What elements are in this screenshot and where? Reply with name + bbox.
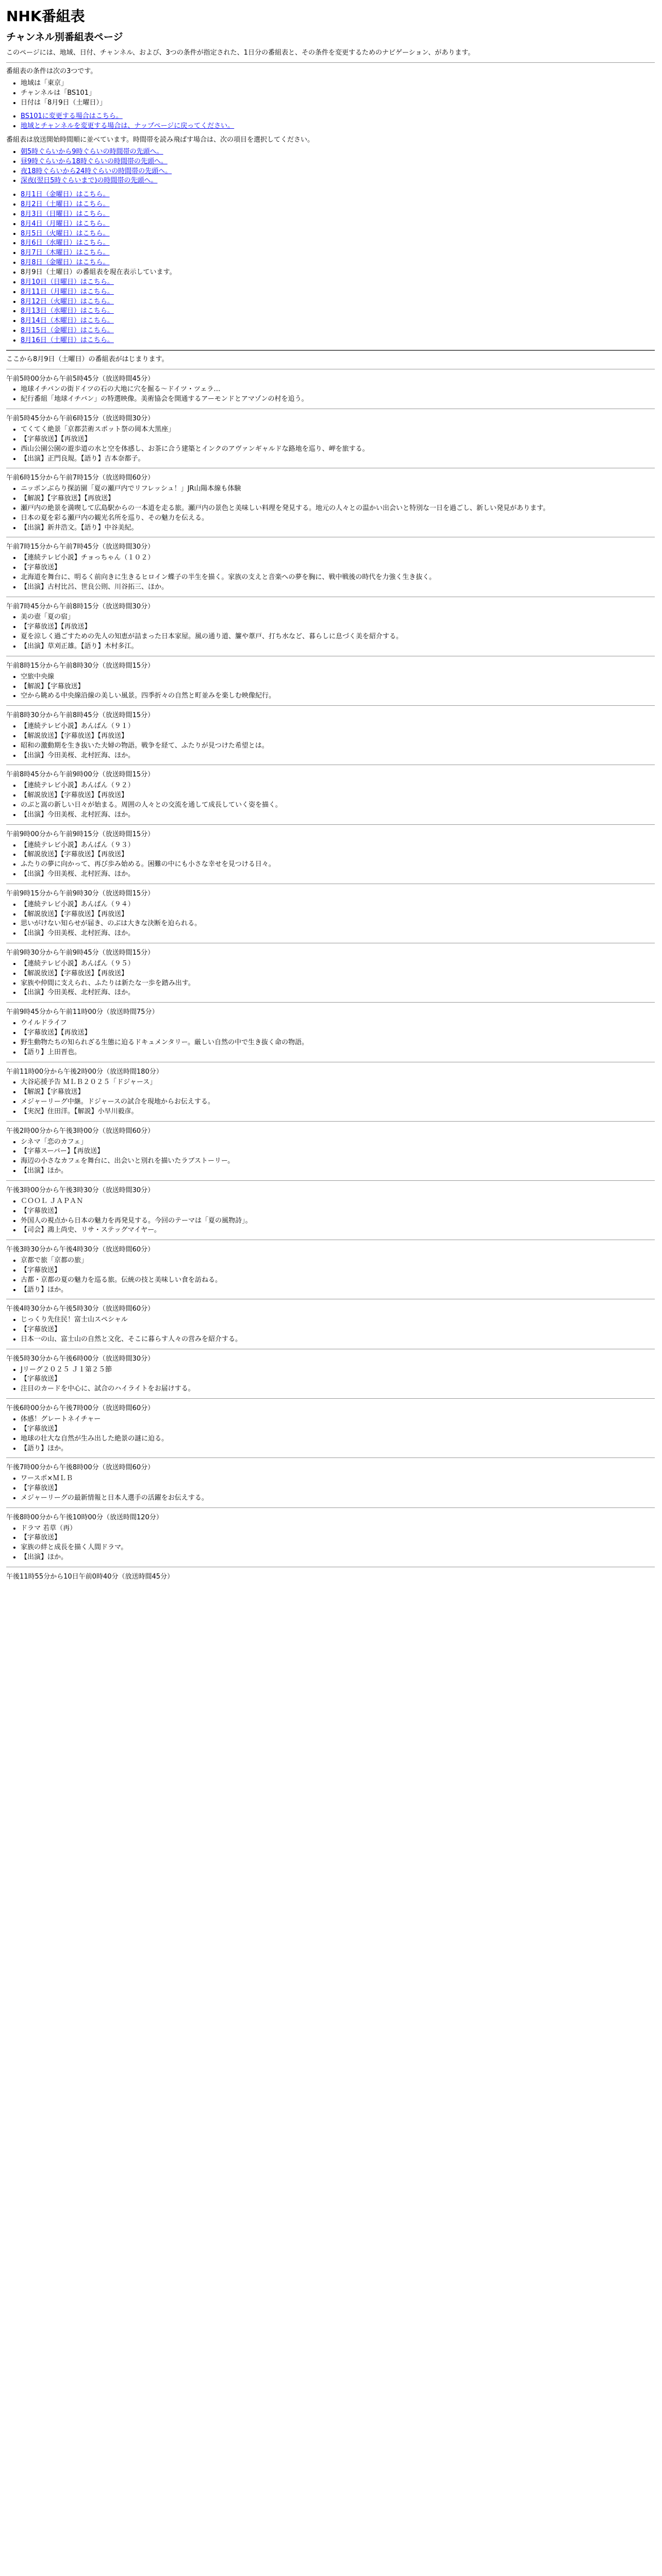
program-detail-line: • てくてく絶景「京都芸術スポット祭の岡本大黒座」 [21, 425, 655, 435]
program-detail-line: • メジャーリーグ中継。ドジャースの試合を現地からお伝えする。 [21, 1097, 655, 1107]
program-details [6, 900, 655, 939]
program-detail-line: • 【字幕放送】【再放送】 [21, 622, 655, 632]
intro-text: このページには、地域、日付、チャンネル、および、3つの条件が指定された、1日分の番組表と、その条件を変更するためのナビゲーション、があります。 [6, 49, 475, 57]
time-note: 番組表は放送開始時間順に並べています。時間帯を読み飛ばす場合は、次の項目を選択してください。 [6, 136, 314, 144]
program-item [6, 1186, 655, 1240]
program-detail-line: • 【出演】ほか。 [21, 1166, 655, 1176]
program-detail-line: • 【語り】上田晋也。 [21, 1048, 655, 1058]
program-detail-line: • 【連続テレビ小説】あんぱん（９４） [21, 900, 655, 910]
program-detail-line: • メジャーリーグの最新情報と日本人選手の活躍をお伝えする。 [21, 1494, 655, 1503]
program-detail-line: • 北海道を舞台に、明るく前向きに生きるヒロイン蝶子の半生を描く。家族の支えと音楽への夢を胸に、戦中戦後の時代を力強く生き抜く。 [21, 573, 655, 583]
program-item [6, 602, 655, 656]
program-details [6, 1524, 655, 1563]
program-detail-line: • 【出演】今田美桜、北村匠海、ほか。 [21, 988, 655, 998]
program-detail-line: • 【解説放送】【字幕放送】【再放送】 [21, 850, 655, 860]
program-item [6, 711, 655, 765]
program-item [6, 1463, 655, 1507]
time-link-morning[interactable]: 朝5時ぐらいから9時ぐらいの時間帯の先頭へ。 [21, 147, 163, 156]
program-time: 午後8時00分から午後10時00分（放送時間120分） [6, 1513, 163, 1521]
program-detail-line: • 大谷応援予告 ＭＬＢ２０２５「ドジャース」 [21, 1078, 655, 1088]
program-time: 午前6時15分から午前7時15分（放送時間60分） [6, 474, 155, 482]
program-detail-line: • 昭和の激動期を生き抜いた夫婦の物語。戦争を経て、ふたりが見つけた希望とは。 [21, 741, 655, 751]
program-detail-line: • 外国人の視点から日本の魅力を再発見する。今回のテーマは「夏の風物詩」。 [21, 1216, 655, 1226]
divider [6, 1002, 655, 1003]
program-detail-line: • 【解説放送】【字幕放送】【再放送】 [21, 969, 655, 979]
program-detail-line: • ワースポ×ＭＬＢ [21, 1474, 655, 1484]
program-time: 午後11時55分から10日午前0時40分（放送時間45分） [6, 1572, 174, 1581]
program-detail-line: • 海辺の小さなカフェを舞台に、出会いと別れを描いたラブストーリー。 [21, 1157, 655, 1166]
date-link[interactable]: 8月14日（木曜日）はこちら。 [21, 317, 114, 325]
program-item [6, 1127, 655, 1181]
program-detail-line: • ドラマ 若草（再） [21, 1524, 655, 1534]
program-detail-line: • 紀行番組「地球イチバン」の特選映像。美術協会を開通するアーモンドとアマゾンの村を追う。 [21, 395, 655, 404]
program-item [6, 414, 655, 468]
time-links [6, 147, 655, 186]
program-detail-line: • ニッポンぶらり探訪園「夏の瀬戸内でリフレッシュ！」JR山陽本線も体験 [21, 484, 655, 494]
program-detail-line: • 【字幕放送】 [21, 1533, 655, 1543]
program-time: 午後7時00分から午後8時00分（放送時間60分） [6, 1464, 155, 1472]
date-links [6, 190, 655, 346]
program-detail-line: • 地球イチバンの街ドイツの石の大地に穴を掘る～ドイツ・ツェラ… [21, 385, 655, 395]
program-detail-line: • 【出演】今田美桜、北村匠海、ほか。 [21, 810, 655, 820]
program-detail-line: • 野生動物たちの知られざる生態に迫るドキュメンタリー。厳しい自然の中で生き抜く命の物語。 [21, 1038, 655, 1048]
program-detail-line: • 日本一の山、富士山の自然と文化、そこに暮らす人々の営みを紹介する。 [21, 1335, 655, 1345]
divider [6, 1180, 655, 1181]
program-details [6, 385, 655, 404]
program-details [6, 1019, 655, 1057]
program-time: 午前9時30分から午前9時45分（放送時間15分） [6, 949, 155, 957]
program-details [6, 484, 655, 533]
program-list [6, 375, 655, 1567]
program-item [6, 1513, 655, 1567]
program-detail-line: • 【字幕放送】【再放送】 [21, 1028, 655, 1038]
program-detail-line: • 【出演】正門良規。【語り】吉本奈都子。 [21, 454, 655, 464]
program-item [6, 889, 655, 943]
program-time: 午前9時45分から午前11時00分（放送時間75分） [6, 1008, 159, 1016]
program-item [6, 770, 655, 824]
program-detail-line: • 京都で旅「京都の旅」 [21, 1256, 655, 1266]
divider [6, 62, 655, 63]
program-detail-line: • 【解説】【字幕放送】【再放送】 [21, 494, 655, 504]
program-time: 午前7時45分から午前8時15分（放送時間30分） [6, 602, 155, 611]
program-detail-line: • 家族の絆と成長を描く人間ドラマ。 [21, 1543, 655, 1553]
date-link[interactable]: 8月5日（火曜日）はこちら。 [21, 229, 110, 238]
program-detail-line: • 地球の壮大な自然が生み出した絶景の謎に迫る。 [21, 1434, 655, 1444]
program-detail-line: • 【字幕放送】 [21, 1484, 655, 1494]
page-title: NHK番組表 [6, 8, 85, 25]
program-detail-line: • 日本の夏を彩る瀬戸内の観光名所を巡り、その魅力を伝える。 [21, 514, 655, 523]
program-item [6, 543, 655, 597]
condition-item: • 地域は「東京」 [21, 79, 655, 89]
program-detail-line: • 西山公園公園の遊歩道の水と空を体感し、お茶に合う建築とインクのアヴァンギャルドな路地を巡り、岬を旅する。 [21, 445, 655, 454]
date-link[interactable]: 8月3日（日曜日）はこちら。 [21, 210, 110, 218]
program-detail-line: • 【語り】ほか。 [21, 1444, 655, 1454]
program-details [6, 613, 655, 651]
program-detail-line: • 【字幕放送】 [21, 1325, 655, 1335]
program-item [6, 1067, 655, 1122]
program-detail-line: • 【連続テレビ小説】あんぱん（９１） [21, 722, 655, 732]
date-link[interactable]: 8月16日（土曜日）はこちら。 [21, 336, 114, 344]
program-detail-line: • 【字幕スーパー】【再放送】 [21, 1147, 655, 1157]
program-detail-line: • 【語り】ほか。 [21, 1285, 655, 1295]
date-link[interactable]: 8月6日（水曜日）はこちら。 [21, 239, 110, 247]
program-detail-line: • 【解説放送】【字幕放送】【再放送】 [21, 910, 655, 920]
program-detail-line: • 体感！グレートネイチャー [21, 1415, 655, 1425]
program-detail-line: • 【司会】鴻上尚史、リサ・ステッグマイヤー。 [21, 1226, 655, 1235]
program-time: 午後3時30分から午後4時30分（放送時間60分） [6, 1246, 155, 1254]
divider [6, 824, 655, 825]
program-time: 午前9時15分から午前9時30分（放送時間15分） [6, 889, 155, 897]
program-item [6, 830, 655, 884]
program-time: 午後2時00分から午後3時00分（放送時間60分） [6, 1127, 155, 1135]
program-detail-line: • 思いがけない知らせが届き、のぶは大きな決断を迫られる。 [21, 919, 655, 929]
program-details [6, 1415, 655, 1453]
program-detail-line: • 【解説】【字幕放送】 [21, 1088, 655, 1097]
program-time: 午後3時00分から午後3時30分（放送時間30分） [6, 1186, 155, 1194]
page-subtitle: チャンネル別番組表ページ [6, 31, 123, 43]
program-detail-line: • 美の壺「夏の宿」 [21, 613, 655, 622]
program-item [6, 1354, 655, 1399]
schedule-start-note: ここから8月9日（土曜日）の番組表がはじまります。 [6, 355, 169, 363]
program-details [6, 841, 655, 879]
program-detail-line: • 【連続テレビ小説】あんぱん（９２） [21, 781, 655, 791]
program-time: 午後6時00分から午後7時00分（放送時間60分） [6, 1404, 155, 1413]
change-region-link[interactable]: 地域とチャンネルを変更する場合は、ナップページに戻ってください。 [21, 122, 235, 130]
program-detail-line: • ふたりの夢に向かって、再び歩み始める。困難の中にも小さな幸せを見つける日々。 [21, 860, 655, 870]
program-detail-line: • Jリーグ２０２５ Ｊ１第２５節 [21, 1365, 655, 1375]
program-details [6, 722, 655, 760]
program-item [6, 1404, 655, 1458]
date-link[interactable]: 8月1日（金曜日）はこちら。 [21, 191, 110, 199]
time-link-day[interactable]: 昼9時ぐらいから18時ぐらいの時間帯の先頭へ。 [21, 157, 168, 165]
program-item [6, 662, 655, 706]
program-details [6, 781, 655, 820]
date-link[interactable]: 8月12日（火曜日）はこちら。 [21, 297, 114, 306]
condition-item: • 日付は「8月9日（土曜日）」 [21, 98, 655, 108]
program-details [6, 1138, 655, 1176]
divider [6, 1121, 655, 1122]
program-detail-line: • 古都・京都の夏の魅力を巡る旅。伝統の技と美味しい食を訪ねる。 [21, 1276, 655, 1285]
date-link[interactable]: 8月7日（木曜日）はこちら。 [21, 249, 110, 257]
program-detail-line: • 【実況】住田洋。【解説】小早川毅彦。 [21, 1107, 655, 1117]
program-detail-line: • 【出演】草刈正雄。【語り】木村多江。 [21, 642, 655, 652]
program-item [6, 1304, 655, 1349]
program-detail-line: • 【字幕放送】 [21, 1266, 655, 1276]
program-detail-line: • 家族や仲間に支えられ、ふたりは新たな一歩を踏み出す。 [21, 979, 655, 989]
program-item [6, 1008, 655, 1062]
program-time: 午後5時30分から午後6時00分（放送時間30分） [6, 1354, 155, 1363]
time-link-evening[interactable]: 夜18時ぐらいから24時ぐらいの時間帯の先頭へ。 [21, 167, 172, 175]
program-details [6, 425, 655, 464]
program-time: 午前8時45分から午前9時00分（放送時間15分） [6, 771, 155, 779]
program-detail-line: • 【連続テレビ小説】あんぱん（９３） [21, 841, 655, 851]
program-item [6, 948, 655, 1003]
program-detail-line: • 【字幕放送】 [21, 1425, 655, 1434]
program-detail-line: • 【字幕放送】 [21, 563, 655, 573]
program-detail-line: • ウイルドライフ [21, 1019, 655, 1028]
divider [6, 705, 655, 706]
program-details [6, 1256, 655, 1295]
program-detail-line: • 【字幕放送】 [21, 1207, 655, 1216]
program-detail-line: • ＣＯＯＬ ＪＡＰＡＮ [21, 1197, 655, 1207]
date-link[interactable]: 8月2日（土曜日）はこちら。 [21, 200, 110, 209]
program-detail-line: • のぶと嵩の新しい日々が始まる。周囲の人々との交流を通して成長していく姿を描く。 [21, 801, 655, 810]
program-detail-line: • 空から眺める中央線沿線の美しい風景。四季折々の自然と町並みを楽しむ映像紀行。 [21, 691, 655, 701]
program-details [6, 1365, 655, 1395]
date-link[interactable]: 8月10日（日曜日）はこちら。 [21, 278, 114, 286]
program-item [6, 473, 655, 537]
program-detail-line: • 【連続テレビ小説】あんぱん（９５） [21, 959, 655, 969]
date-link[interactable]: 8月13日（水曜日）はこちら。 [21, 307, 114, 315]
program-details [6, 1315, 655, 1345]
date-link[interactable]: 8月15日（金曜日）はこちら。 [21, 327, 114, 335]
conditions-list [6, 79, 655, 108]
program-detail-line: • シネマ「恋のカフェ」 [21, 1138, 655, 1147]
date-link[interactable]: 8月8日（金曜日）はこちら。 [21, 259, 110, 267]
program-time: 午前11時00分から午後2時00分（放送時間180分） [6, 1067, 163, 1076]
program-detail-line: • 【出演】ほか。 [21, 1553, 655, 1563]
program-item [6, 375, 655, 410]
program-detail-line: • 【字幕放送】【再放送】 [21, 435, 655, 445]
program-time: 午前9時00分から午前9時15分（放送時間15分） [6, 830, 155, 838]
program-time: 午前8時15分から午前8時30分（放送時間15分） [6, 662, 155, 670]
program-detail-line: • 【出演】今田美桜、北村匠海、ほか。 [21, 870, 655, 879]
time-link-late[interactable]: 深夜(翌日5時ぐらいまで)の時間帯の先頭へ。 [21, 177, 158, 185]
date-current: 8月9日（土曜日）の番組表を現在表示しています。 [21, 268, 176, 277]
program-time: 午後4時30分から午後5時30分（放送時間60分） [6, 1305, 155, 1313]
program-time: 午前5時45分から午前6時15分（放送時間30分） [6, 415, 155, 423]
program-detail-line: • 夏を涼しく過ごすための先人の知恵が詰まった日本家屋。風の通り道、簾や葦戸、打ち水など、暮らしに息づく美を紹介する。 [21, 632, 655, 642]
program-details [6, 1474, 655, 1503]
program-details [6, 672, 655, 702]
program-detail-line: • 【解説放送】【字幕放送】【再放送】 [21, 732, 655, 741]
program-detail-line: • 【出演】新井浩文。【語り】中谷美紀。 [21, 523, 655, 533]
program-detail-line: • 【字幕放送】 [21, 1375, 655, 1384]
divider [6, 350, 655, 351]
divider [6, 1398, 655, 1399]
program-detail-line: • 注目のカードを中心に、試合のハイライトをお届けする。 [21, 1384, 655, 1394]
date-link[interactable]: 8月11日（月曜日）はこちら。 [21, 287, 114, 296]
program-detail-line: • 【出演】今田美桜、北村匠海、ほか。 [21, 929, 655, 939]
change-links [6, 112, 655, 131]
program-detail-line: • 【出演】今田美桜、北村匠海、ほか。 [21, 751, 655, 761]
program-item [6, 1245, 655, 1299]
program-detail-line: • じっくり先住民！富士山スペシャル [21, 1315, 655, 1325]
program-time: 午前8時30分から午前8時45分（放送時間15分） [6, 711, 155, 720]
program-details [6, 1078, 655, 1116]
condition-item: • チャンネルは「BS101」 [21, 89, 655, 98]
program-detail-line: • 【解説放送】【字幕放送】【再放送】 [21, 791, 655, 801]
program-details [6, 1197, 655, 1235]
program-details [6, 959, 655, 998]
program-detail-line: • 【出演】古村比呂、世良公則、川谷拓三、ほか。 [21, 583, 655, 592]
conditions-heading: 番組表の条件は次の3つです。 [6, 67, 97, 75]
program-detail-line: • 空旅中央線 [21, 672, 655, 682]
program-details [6, 553, 655, 592]
program-detail-line: • 【解説】【字幕放送】 [21, 682, 655, 692]
date-link[interactable]: 8月4日（月曜日）はこちら。 [21, 219, 110, 228]
program-detail-line: • 【連続テレビ小説】チョっちゃん（１０２） [21, 553, 655, 563]
divider [6, 1507, 655, 1508]
program-detail-line: • 瀬戸内の絶景を満喫して広島駅からの一本道を走る旅。瀬戸内の景色と美味しい料理を発見する。地元の人々との温かい出会いと特別な一日を過ごし、新しい発見があります。 [21, 504, 655, 514]
program-time: 午前5時00分から午前5時45分（放送時間45分） [6, 375, 155, 383]
program-time: 午前7時15分から午前7時45分（放送時間30分） [6, 543, 155, 551]
change-channel-link[interactable]: BS101に変更する場合はこちら。 [21, 112, 123, 121]
